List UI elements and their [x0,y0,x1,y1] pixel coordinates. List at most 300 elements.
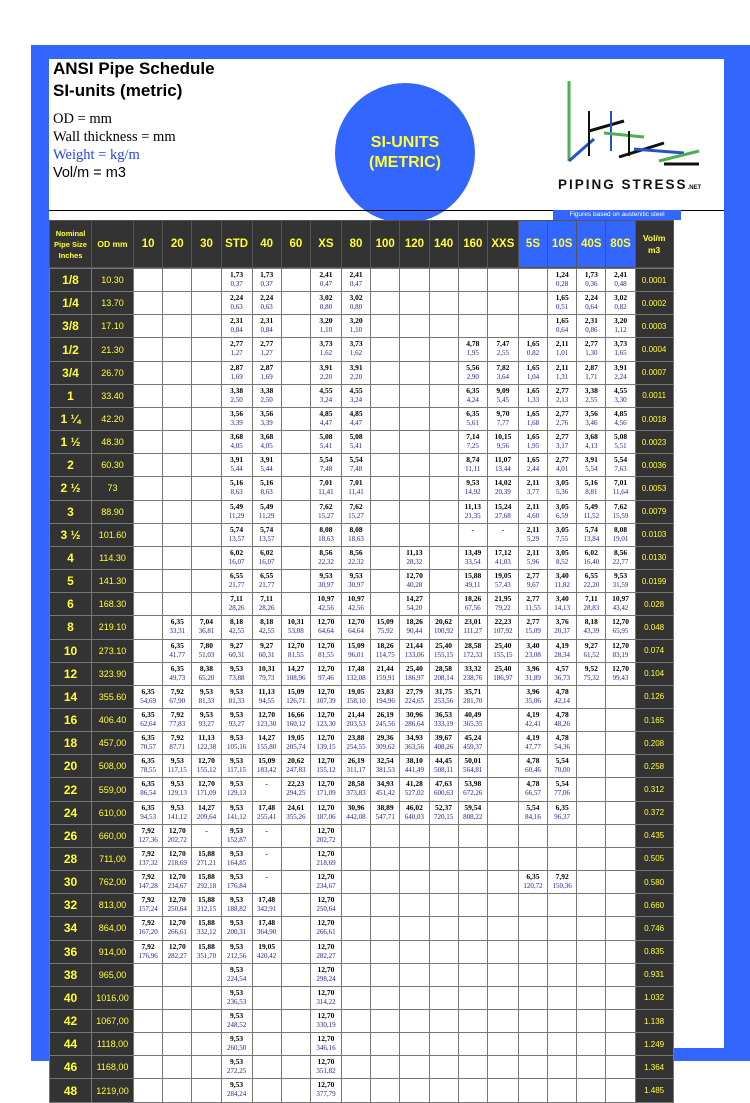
wall-weight-cell [281,847,311,871]
wall-weight-cell [221,546,253,570]
weight: 22,32 [318,557,334,566]
wall-thickness: 26,19 [376,709,394,719]
wall-weight-cell [487,546,519,570]
weight: 21,77 [258,581,275,590]
weight: 42,56 [348,604,364,613]
wall-weight-cell [281,615,311,639]
wall-weight-cell [518,801,548,825]
wall-weight-cell [191,916,221,940]
wall-thickness: 12,70 [198,756,215,766]
wall-thickness: 5,54 [555,756,569,766]
wall-weight-cell [252,893,282,917]
wall-weight-cell [310,1078,342,1102]
wall-thickness: 8,18 [584,617,598,627]
weight: 255,41 [257,812,277,821]
wall-weight-cell [133,801,163,825]
od-definition: OD = mm [53,111,112,127]
wall-weight-cell [221,569,253,593]
wall-thickness: 45,24 [464,733,482,743]
wall-thickness: 36,53 [435,709,453,719]
wall-weight-cell [370,685,400,709]
wall-weight-cell [310,569,342,593]
wall-weight-cell [458,754,488,778]
weight: 28,34 [554,650,571,659]
wall-weight-cell [576,963,606,987]
wall-thickness: 14,27 [258,733,276,743]
weight: 172,33 [463,650,483,659]
wall-weight-cell [281,569,311,593]
wall-thickness: 12,70 [347,617,365,627]
wall-thickness: 16,66 [287,709,305,719]
weight: 129,13 [226,789,247,798]
weight: 284,24 [226,1090,247,1099]
wall-weight-cell [310,847,342,871]
wall-thickness: 3,56 [230,408,244,418]
weight: 351,82 [316,1067,336,1076]
weight: 4,01 [556,465,569,474]
wall-thickness: 7,92 [170,709,184,719]
wall-weight-cell [162,523,192,547]
wall-thickness: 3,02 [319,293,333,303]
wall-thickness: 6,35 [141,802,155,812]
wall-weight-cell [399,592,429,616]
nominal-size-cell: 5 [49,569,92,593]
wall-weight-cell [605,639,635,663]
weight: 13,84 [583,534,600,543]
wall-weight-cell [605,801,635,825]
wall-thickness: 3,73 [319,339,333,349]
volume-cell: 0.0007 [635,361,674,385]
wall-thickness: 2,87 [230,362,244,372]
wall-weight-cell [399,708,429,732]
table-row [49,801,673,824]
weight: 2,55 [585,395,598,404]
weight: 381,53 [375,766,395,775]
wall-weight-cell [341,523,371,547]
weight: 5,41 [349,442,363,451]
wall-weight-cell [547,963,577,987]
wall-weight-cell [133,569,163,593]
weight: 66,57 [525,789,541,798]
weight: 21,77 [228,581,245,590]
weight: 0,80 [319,303,333,312]
weight: 5,61 [466,418,479,427]
wall-weight-cell [605,1032,635,1056]
wall-weight-cell [518,592,548,616]
wall-weight-cell [252,940,282,964]
wall-weight-cell [281,361,311,385]
wall-weight-cell [605,314,635,338]
wall-weight-cell [310,430,342,454]
weight: 100,92 [433,627,454,636]
wall-weight-cell [281,893,311,917]
wall-thickness: 7,04 [199,617,214,627]
wall-thickness: 12,70 [317,848,335,858]
wall-thickness: 12,70 [317,872,335,882]
wall-weight-cell [576,731,606,755]
wall-weight-cell [341,268,371,292]
weight: 0,80 [349,303,363,312]
weight: 176,96 [138,951,158,960]
wall-weight-cell [399,870,429,894]
wall-weight-cell [191,893,221,917]
wall-weight-cell [221,777,253,801]
weight: 176,84 [226,882,247,891]
wall-thickness: 12,70 [317,779,335,789]
wall-weight-cell [458,639,488,663]
wall-thickness: 12,70 [317,640,335,650]
wall-weight-cell [399,430,429,454]
nominal-size-cell: 2 [49,453,92,477]
weight: 1,62 [349,349,363,358]
wall-thickness: 5,16 [260,478,274,488]
wall-thickness: 6,35 [526,872,540,882]
wall-weight-cell [281,986,311,1010]
wall-weight-cell [191,847,221,871]
wall-thickness: 4,78 [526,779,540,789]
wall-thickness: 10,97 [317,594,335,604]
nominal-size-cell: 1/2 [49,337,92,361]
wall-weight-cell [252,314,282,338]
wall-weight-cell [133,430,163,454]
wall-weight-cell [221,430,253,454]
wall-thickness: 5,74 [230,524,244,534]
wall-weight-cell [133,1032,163,1056]
wall-thickness: 1,65 [526,432,540,442]
weight: 108,96 [286,673,306,682]
wall-weight-cell [370,870,400,894]
table-row [49,523,673,546]
weight: 3,30 [614,395,627,404]
schedule-sheet [49,59,724,1099]
wall-weight-cell [310,337,342,361]
weight: 90,44 [406,627,423,636]
wall-weight-cell [281,708,311,732]
wall-weight-cell [341,615,371,639]
wall-weight-cell [133,662,163,686]
weight: 127,36 [138,835,158,844]
wall-weight-cell [605,824,635,848]
wall-weight-cell [370,569,400,593]
nominal-size-cell: 48 [49,1078,92,1102]
wall-weight-cell [518,963,548,987]
wall-thickness: 7,92 [555,872,569,882]
weight: 183,42 [257,766,277,775]
od-cell: 1168,00 [91,1055,134,1079]
wall-weight-cell [370,1055,400,1079]
od-cell: 42.20 [91,407,134,431]
wall-thickness: 3,76 [555,617,569,627]
volume-cell: 1.364 [635,1055,674,1079]
wall-weight-cell [458,916,488,940]
wall-weight-cell [162,1055,192,1079]
wall-weight-cell [310,523,342,547]
weight: 0,86 [585,326,598,335]
weight: 7,48 [319,465,333,474]
wall-weight-cell [252,662,282,686]
weight: 141,12 [226,812,247,821]
wall-weight-cell [576,847,606,871]
header-schedule-80: 80 [341,220,371,268]
weight: 11,55 [525,604,541,613]
wall-thickness: - [471,524,475,534]
wall-weight-cell [518,430,548,454]
wall-weight-cell [133,615,163,639]
header-od: OD mm [91,220,134,268]
weight: 11,82 [554,581,570,590]
wall-thickness: 59,54 [464,802,482,812]
wall-thickness: 1,65 [555,293,569,303]
wall-thickness: 12,70 [612,663,629,673]
header-schedule-std: STD [221,220,253,268]
wall-weight-cell [370,615,400,639]
weight: 81,55 [287,650,304,659]
weight: 2,50 [230,395,243,404]
table-row [49,569,673,592]
wall-weight-cell [310,500,342,524]
wall-thickness: 9,53 [170,779,184,789]
wall-thickness: 15,88 [198,895,215,905]
wall-weight-cell [341,592,371,616]
table-row [49,685,673,708]
wall-weight-cell [341,1055,371,1079]
wall-weight-cell [162,708,192,732]
table-row [49,940,673,963]
weight: 1,10 [349,326,363,335]
wall-thickness: 25,40 [435,640,453,650]
wall-thickness: 22,23 [494,617,512,627]
wall-weight-cell [399,384,429,408]
wall-thickness: 12,70 [317,756,335,766]
wall-thickness: 12,70 [612,617,629,627]
header-schedule-20: 20 [162,220,192,268]
weight: 11,11 [465,465,481,474]
wall-weight-cell [281,1078,311,1102]
wall-weight-cell [429,1078,459,1102]
wall-thickness: 6,35 [555,802,569,812]
wall-weight-cell [221,708,253,732]
od-cell: 1067,00 [91,1009,134,1033]
wall-thickness: 2,11 [526,478,540,488]
wall-thickness: 12,70 [612,640,629,650]
weight: 1,69 [230,372,243,381]
weight: 49,73 [169,673,186,682]
wall-weight-cell [191,592,221,616]
wall-weight-cell [252,615,282,639]
wall-weight-cell [162,1078,192,1102]
wall-thickness: 2,77 [526,571,540,581]
weight: 42,56 [318,604,334,613]
wall-thickness: 18,26 [405,617,423,627]
wall-weight-cell [370,407,400,431]
wall-weight-cell [281,500,311,524]
wall-weight-cell [162,940,192,964]
wall-weight-cell [191,361,221,385]
wall-weight-cell [341,546,371,570]
wall-thickness: 6,02 [584,547,598,557]
wall-weight-cell [399,754,429,778]
wall-weight-cell [518,1009,548,1033]
wall-weight-cell [341,1032,371,1056]
wall-weight-cell [547,592,577,616]
wall-weight-cell [221,916,253,940]
wall-weight-cell [252,337,282,361]
wall-weight-cell [429,870,459,894]
weight: 79,22 [495,604,511,613]
wall-weight-cell [341,824,371,848]
table-row [49,361,673,384]
wall-weight-cell [341,361,371,385]
wall-weight-cell [429,523,459,547]
weight: 40,28 [406,581,423,590]
wall-weight-cell [458,615,488,639]
wall-weight-cell [162,870,192,894]
wall-weight-cell [281,824,311,848]
weight: 75,92 [377,627,394,636]
wall-weight-cell [341,963,371,987]
weight: 122,38 [196,743,217,752]
wall-thickness: 13,49 [464,547,482,557]
nominal-size-cell: 1/8 [49,268,92,292]
wall-weight-cell [458,314,488,338]
wall-weight-cell [370,986,400,1010]
volume-cell: 0.258 [635,754,674,778]
wall-thickness: 2,11 [526,524,540,534]
wall-weight-cell [221,407,253,431]
weight: 87,71 [169,743,186,752]
wall-weight-cell [487,384,519,408]
wall-weight-cell [252,1009,282,1033]
wall-weight-cell [547,847,577,871]
wall-weight-cell [370,1032,400,1056]
wall-weight-cell [162,592,192,616]
wall-weight-cell [252,407,282,431]
wall-weight-cell [341,754,371,778]
wall-thickness: 9,53 [230,872,244,882]
wall-weight-cell [252,708,282,732]
weight: 808,22 [463,812,483,821]
wall-thickness: 4,19 [555,640,569,650]
od-cell: 26.70 [91,361,134,385]
wall-weight-cell [133,476,163,500]
wall-thickness: 8,08 [319,524,333,534]
wall-thickness: 3,02 [349,293,363,303]
wall-weight-cell [191,268,221,292]
weight: 42,55 [258,627,275,636]
od-cell: 355.60 [91,685,134,709]
weight: 2,90 [466,372,479,381]
wall-weight-cell [605,268,635,292]
nominal-size-cell: 3/8 [49,314,92,338]
wall-weight-cell [576,476,606,500]
header-schedule-140: 140 [429,220,459,268]
weight: 1,27 [260,349,273,358]
weight: 5,51 [614,442,627,451]
wall-thickness: 2,77 [555,455,569,465]
wall-weight-cell [191,1055,221,1079]
wall-weight-cell [487,268,519,292]
wall-weight-cell [399,916,429,940]
wall-weight-cell [576,291,606,315]
weight: 155,12 [316,766,336,775]
wall-weight-cell [281,662,311,686]
wall-weight-cell [605,546,635,570]
weight: 2,20 [319,372,333,381]
wall-weight-cell [576,1078,606,1102]
wall-weight-cell [310,592,342,616]
wall-weight-cell [191,500,221,524]
weight: 312,15 [196,905,217,914]
weight: 160,12 [286,719,306,728]
weight: 42,41 [525,719,541,728]
header-schedule-80s: 80S [605,220,635,268]
wall-thickness: 12,70 [317,686,335,696]
nominal-size-cell: 24 [49,801,92,825]
wall-thickness: 38,89 [376,802,394,812]
weight: 3,24 [319,395,333,404]
wall-weight-cell [133,546,163,570]
table-row [49,870,673,893]
wall-thickness: 1,65 [555,316,569,326]
weight: 234,67 [167,882,187,891]
weight: 65,95 [612,627,629,636]
weight: 3,17 [556,442,569,451]
wall-weight-cell [281,453,311,477]
wall-weight-cell [162,500,192,524]
wall-weight-cell [133,384,163,408]
wall-thickness: 5,08 [319,432,333,442]
wall-thickness: 3,68 [584,432,598,442]
wall-thickness: 9,53 [230,779,244,789]
weight: 4,13 [585,442,598,451]
wall-weight-cell [487,337,519,361]
wall-weight-cell [487,893,519,917]
wall-weight-cell [429,361,459,385]
weight: 107,92 [493,627,513,636]
wall-weight-cell [370,592,400,616]
weight: 4,47 [349,418,363,427]
wall-weight-cell [191,801,221,825]
wall-weight-cell [547,615,577,639]
wall-weight-cell [370,777,400,801]
wall-thickness: 9,53 [230,918,244,928]
wall-weight-cell [341,801,371,825]
weight: 41,03 [495,557,511,566]
wall-thickness: 25,40 [494,640,512,650]
wall-weight-cell [162,777,192,801]
header-volume: Vol/m m3 [635,220,674,268]
nominal-size-cell: 4 [49,546,92,570]
wall-thickness: 21,44 [376,663,394,673]
wall-thickness: 7,92 [141,918,155,928]
wall-weight-cell [310,870,342,894]
wall-thickness: 2,31 [260,316,274,326]
wall-weight-cell [221,1032,253,1056]
wall-weight-cell [133,523,163,547]
wall-weight-cell [162,986,192,1010]
weight: 53,08 [287,627,304,636]
wall-thickness: 2,77 [260,339,274,349]
wall-thickness: 3,73 [613,339,628,349]
wall-weight-cell [576,801,606,825]
wall-weight-cell [605,1009,635,1033]
table-row [49,291,673,314]
wall-weight-cell [310,1032,342,1056]
wall-weight-cell [221,963,253,987]
wall-weight-cell [341,1078,371,1102]
weight: 0,82 [526,349,540,358]
wall-thickness: 12,70 [317,709,335,719]
